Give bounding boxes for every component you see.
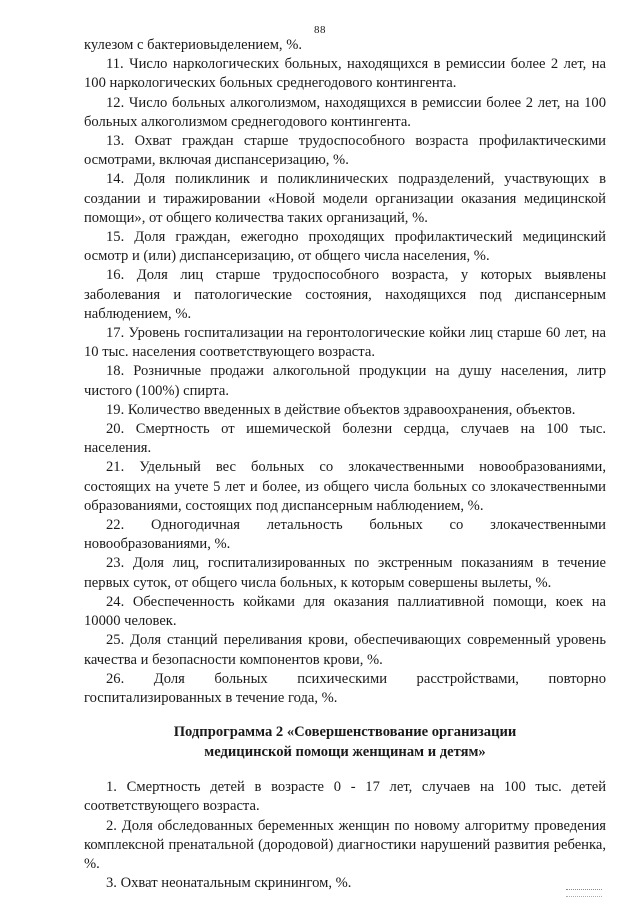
list-item-12: 12. Число больных алкоголизмом, находящихся в ремиссии более 2 лет, на 100 больных алкоголизмом среднегодового контингента. [84,94,606,130]
list-item-25: 25. Доля станций переливания крови, обеспечивающих современный уровень качества и безопасности компонентов крови, %. [84,632,606,668]
subprogram-heading-line-1: Подпрограмма 2 «Совершенствование организации [173,724,517,741]
list-item-13: 13. Охват граждан старше трудоспособного возраста профилактическими осмотрами, включая диспансеризацию, %. [84,133,606,169]
list-item-22: 22. Одногодичная летальность больных со злокачественными новообразованиями, %. [84,517,606,553]
list-item-24: 24. Обеспеченность койками для оказания паллиативной помощи, коек на 10000 человек. [84,593,606,630]
list-item-17: 17. Уровень госпитализации на геронтологические койки лиц старше 60 лет, на 10 тыс. населения соответствующего возраста. [84,325,606,361]
subprogram-heading-line-2: медицинской помощи женщинам и детям» [204,744,486,761]
list-item-11: 11. Число наркологических больных, находящихся в ремиссии более 2 лет, на 100 наркологических больных среднегодового контингента. [84,56,606,92]
list-item-2: 2. Доля обследованных беременных женщин по новому алгоритму проведения комплексной пренатальной (дородовой) диагностики нарушений развития ребенка, %. [84,817,606,872]
list-item-26: 26. Доля больных психическими расстройствами, повторно госпитализированных в течение года, %. [84,670,606,706]
subprogram-heading [84,722,606,762]
document-body [84,36,606,893]
list-item-18: 18. Розничные продажи алкогольной продукции на душу населения, литр чистого (100%) спирта. [84,363,606,399]
list-item-16: 16. Доля лиц старше трудоспособного возраста, у которых выявлены заболевания и патологические состояния, находящихся под диспансерным наблюдением, %. [84,267,606,322]
scan-artifact-mark [566,889,602,897]
page-number: 88 [314,24,326,36]
list-item-20: 20. Смертность от ишемической болезни сердца, случаев на 100 тыс. населения. [84,421,606,457]
paragraph-continuation: кулезом с бактериовыделением, %. [84,37,303,53]
list-item-21: 21. Удельный вес больных со злокачественными новообразованиями, состоящих на учете 5 лет и более, из общего числа больных со злокачественными образованиями, состоящих под диспансерным наблюдением, %. [84,459,606,514]
list-item-1: 1. Смертность детей в возрасте 0 - 17 лет, случаев на 100 тыс. детей соответствующего возраста. [84,779,606,815]
list-item-23: 23. Доля лиц, госпитализированных по экстренным показаниям в течение первых суток, от общего числа больных, к которым совершены вылеты, %. [84,555,606,591]
list-item-3: 3. Охват неонатальным скринингом, %. [106,875,352,892]
list-item-14: 14. Доля поликлиник и поликлинических подразделений, участвующих в создании и тиражировании «Новой модели организации оказания медицинской помощи», от общего количества таких организаций, %. [84,171,606,226]
list-item-15: 15. Доля граждан, ежегодно проходящих профилактический медицинский осмотр и (или) диспансеризацию, от общего числа населения, %. [84,229,606,265]
list-item-19: 19. Количество введенных в действие объектов здравоохранения, объектов. [106,401,576,418]
